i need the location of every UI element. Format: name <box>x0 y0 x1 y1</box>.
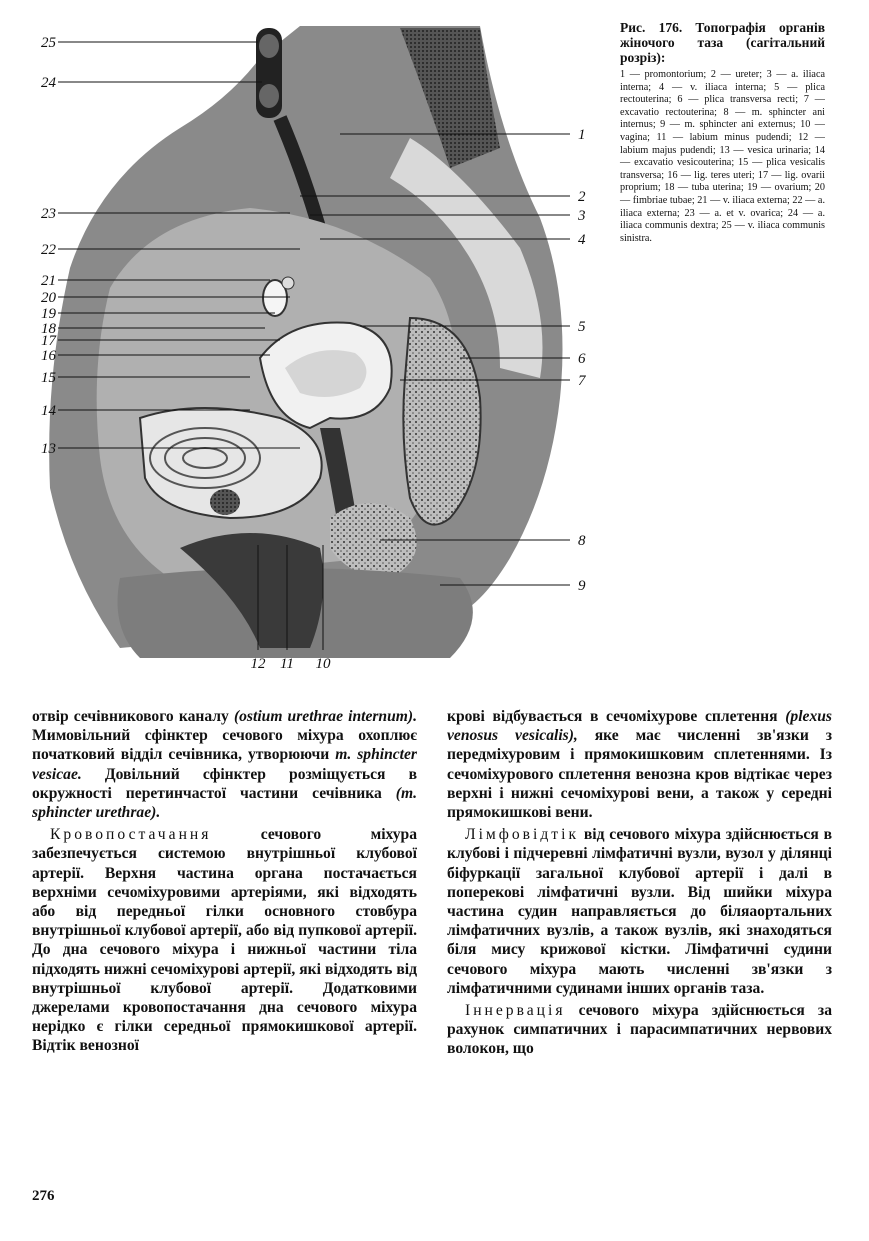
left-column <box>32 707 417 1059</box>
figure-label-23: 23 <box>41 206 56 222</box>
figure-label-12: 12 <box>250 656 266 672</box>
figure-label-1: 1 <box>578 127 586 143</box>
page-number: 276 <box>32 1188 55 1204</box>
figure-caption <box>620 20 825 245</box>
figure-label-14: 14 <box>41 403 56 419</box>
figure-label-4: 4 <box>578 232 586 248</box>
paragraph <box>447 1001 832 1059</box>
spaced-lead-term: Лімфовідтік <box>465 826 580 844</box>
pelvis-sagittal-illustration <box>30 18 590 678</box>
figure-label-10: 10 <box>315 656 331 672</box>
spaced-lead-term: Іннервація <box>465 1002 566 1020</box>
figure-label-7: 7 <box>578 373 586 389</box>
figure-label-15: 15 <box>41 370 56 386</box>
figure-label-9: 9 <box>578 578 586 594</box>
anatomy-figure <box>30 18 590 678</box>
figure-label-16: 16 <box>41 348 56 364</box>
text-run: Довільний сфінктер розміщується в окружності перетинчастої частини сечівника <box>32 765 417 802</box>
paragraph <box>32 707 417 822</box>
latin-term: m. sphincter vesicae. <box>32 746 417 783</box>
text-run: отвір сечівникового каналу <box>32 708 234 725</box>
text-run: Мимовільний сфінктер сечового міхура охоплює початковий відділ сечівника, утворюючи <box>32 727 417 764</box>
figure-label-8: 8 <box>578 533 586 549</box>
spaced-lead-term: Кровопостачання <box>50 826 212 844</box>
text-run: яке має численні зв'язки з передміхуровим і прямокишковим сплетеннями. Із сечоміхурового сплетення венозна кров відтікає через верхні і нижні сечоміхурові вени, а також у середні прямокишкові вени. <box>447 727 832 822</box>
figure-label-5: 5 <box>578 319 586 335</box>
figure-label-18: 18 <box>41 321 56 337</box>
figure-label-24: 24 <box>41 75 56 91</box>
caption-title: Рис. 176. Топографія органів жіночого таза (сагітальний розріз): <box>620 20 825 65</box>
figure-label-17: 17 <box>41 333 56 349</box>
text-run: сечового міхура здійснюється за рахунок симпатичних і парасимпатичних нервових волокон, що <box>447 1002 832 1058</box>
figure-label-13: 13 <box>41 441 56 457</box>
body-text <box>32 707 832 1059</box>
text-run: від сечового міхура здійснюється в клубові і підчеревні лімфатичні вузли, вузол у ділянці біфуркації загальної клубової артерії і далі в поперекові лімфатичні вузли. Від шийки міхура частина судин направляється до біляаортальних лімфатичних вузлів, а також вузлів, які знаходяться біля мису крижової кістки. Лімфатичні судини сечового міхура мають численні зв'язки з лімфатичними судинами інших органів таза. <box>447 826 832 997</box>
figure-label-2: 2 <box>578 189 586 205</box>
figure-label-19: 19 <box>41 306 56 322</box>
latin-term: (plexus venosus vesicalis), <box>447 708 832 745</box>
paragraph <box>32 825 417 1055</box>
paragraph <box>447 707 832 822</box>
right-column <box>447 707 832 1059</box>
figure-label-3: 3 <box>578 208 586 224</box>
figure-label-20: 20 <box>41 290 56 306</box>
figure-label-25: 25 <box>41 35 56 51</box>
text-run: сечового міхура забезпечується системою внутрішньої клубової артерії. Верхня частина органа постачається верхніми сечоміхуровими артеріями, які відходять або від передньої гілки основного стовбура внутрішньої клубової артерії, або від пупкової артерії. До дна сечового міхура і нижньої частини тіла підходять нижні сечоміхурові артерії, які відходять від внутрішньої клубової артерії. Додатковими джерелами кровопостачання дна сечового міхура нерідко є гілки середньої прямокишкової артерії. Відтік венозної <box>32 826 417 1055</box>
figure-label-6: 6 <box>578 351 586 367</box>
caption-legend: 1 — promontorium; 2 — ureter; 3 — a. iliaca interna; 4 — v. iliaca interna; 5 — plica rectouterina; 6 — plica transversa recti; 7 — excavatio rectouterina; 8 — m. sphincter ani internus; 9 — m. sphincter ani externus; 10 — vagina; 11 — labium minus pudendi; 12 — labium majus pudendi; 13 — vesica urinaria; 14 — excavatio vesicouterina; 15 — plica vesicalis transversa; 16 — lig. teres uteri; 17 — lig. ovarii proprium; 18 — tuba uterina; 19 — ovarium; 20 — fimbriae tubae; 21 — v. iliaca externa; 22 — a. iliaca externa; 23 — a. et v. ovarica; 24 — a. iliaca communis dextra; 25 — v. iliaca communis sinistra. <box>620 69 825 244</box>
text-run: крові відбувається в сечоміхурове сплетення <box>447 708 786 725</box>
latin-term: (m. sphincter urethrae). <box>32 784 417 822</box>
figure-label-22: 22 <box>41 242 56 258</box>
figure-label-11: 11 <box>280 656 294 672</box>
latin-term: (ostium urethrae internum). <box>233 708 417 725</box>
figure-label-21: 21 <box>41 273 56 289</box>
paragraph <box>447 825 832 998</box>
